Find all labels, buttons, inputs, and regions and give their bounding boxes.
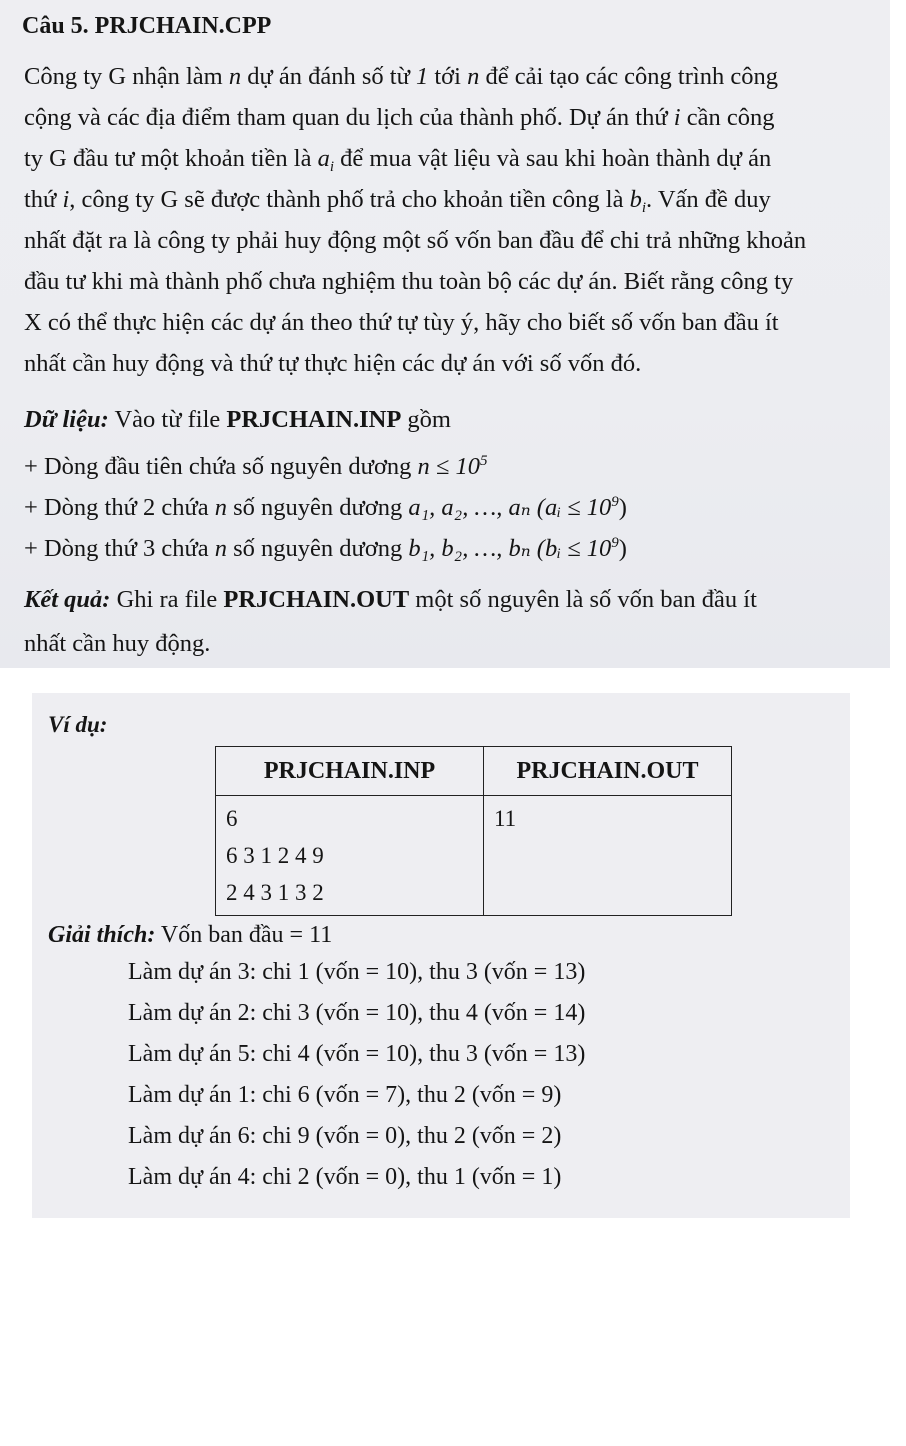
intro-line-4: thứ i, công ty G sẽ được thành phố trả cho khoản tiền công là $b_i$. Vấn đề duy <box>24 186 771 216</box>
input-file-header: PRJCHAIN.INP <box>216 747 484 796</box>
input-item-2: + Dòng thứ 2 chứa n số nguyên dương a₁, a₂, …, aₙ (aᵢ ≤ $10^9$) <box>24 494 627 521</box>
input-line: 6 3 1 2 4 9 <box>226 843 324 868</box>
output-file-header: PRJCHAIN.OUT <box>484 747 732 796</box>
output-line-2: nhất cần huy động. <box>24 630 211 657</box>
output-cell <box>484 796 732 916</box>
intro-line-1: Công ty G nhận làm n dự án đánh số từ 1 tới n để cải tạo các công trình công <box>24 63 778 90</box>
problem-title: Câu 5. PRJCHAIN.CPP <box>22 13 272 39</box>
input-cell <box>216 796 484 916</box>
input-line: 2 4 3 1 3 2 <box>226 880 324 905</box>
example-table <box>215 746 732 916</box>
explanation-step: Làm dự án 3: chi 1 (vốn = 10), thu 3 (vốn = 13) <box>128 959 586 985</box>
output-line: 11 <box>494 806 517 831</box>
explanation-heading: Giải thích: Vốn ban đầu = 11 <box>48 922 333 948</box>
explanation-step: Làm dự án 5: chi 4 (vốn = 10), thu 3 (vốn = 13) <box>128 1041 586 1067</box>
intro-line-5: nhất đặt ra là công ty phải huy động một số vốn ban đầu để chi trả những khoản <box>24 227 807 254</box>
output-line-1: Kết quả: Ghi ra file PRJCHAIN.OUT một số nguyên là số vốn ban đầu ít <box>24 586 757 613</box>
explanation-step: Làm dự án 1: chi 6 (vốn = 7), thu 2 (vốn = 9) <box>128 1082 562 1108</box>
intro-line-2: cộng và các địa điểm tham quan du lịch của thành phố. Dự án thứ i cần công <box>24 104 775 131</box>
input-line: 6 <box>226 806 238 831</box>
intro-line-3: ty G đầu tư một khoản tiền là $a_i$ để mua vật liệu và sau khi hoàn thành dự án <box>24 145 772 175</box>
explanation-step: Làm dự án 4: chi 2 (vốn = 0), thu 1 (vốn = 1) <box>128 1164 562 1190</box>
example-label: Ví dụ: <box>48 712 108 737</box>
input-item-1: + Dòng đầu tiên chứa số nguyên dương $n \le 10^5$ <box>24 453 488 480</box>
intro-line-7: X có thể thực hiện các dự án theo thứ tự tùy ý, hãy cho biết số vốn ban đầu ít <box>24 309 779 336</box>
input-heading: Dữ liệu: Vào từ file PRJCHAIN.INP gồm <box>24 406 451 433</box>
intro-line-6: đầu tư khi mà thành phố chưa nghiệm thu toàn bộ các dự án. Biết rằng công ty <box>24 268 794 295</box>
explanation-step: Làm dự án 2: chi 3 (vốn = 10), thu 4 (vốn = 14) <box>128 1000 586 1026</box>
explanation-step: Làm dự án 6: chi 9 (vốn = 0), thu 2 (vốn = 2) <box>128 1123 562 1149</box>
intro-line-8: nhất cần huy động và thứ tự thực hiện các dự án với số vốn đó. <box>24 350 642 377</box>
input-item-3: + Dòng thứ 3 chứa n số nguyên dương b₁, b₂, …, bₙ (bᵢ ≤ $10^9$) <box>24 535 627 562</box>
